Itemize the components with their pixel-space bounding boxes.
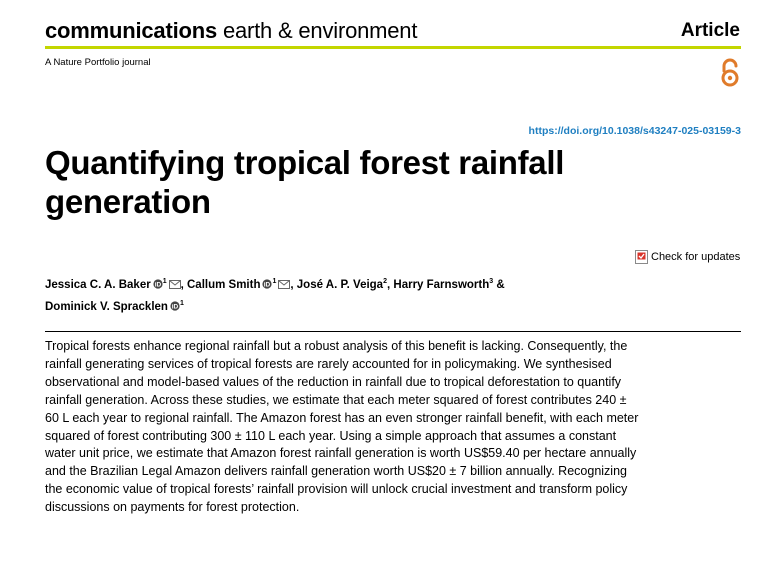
journal-name: [45, 18, 417, 44]
journal-name-bold: communications: [45, 18, 218, 43]
author-affiliation-number: 1: [179, 299, 184, 307]
author-separator: ,: [290, 278, 297, 291]
orcid-icon[interactable]: [170, 300, 180, 317]
author-separator: &: [493, 278, 505, 291]
author-affiliation-number: 2: [383, 278, 387, 285]
author-item: [297, 279, 394, 291]
author-name[interactable]: Callum Smith: [187, 278, 261, 291]
email-icon[interactable]: [169, 278, 181, 295]
svg-text:iD: iD: [171, 303, 179, 311]
author-item: [45, 279, 187, 291]
author-item: [45, 301, 184, 313]
header-rule: [45, 46, 741, 49]
orcid-icon[interactable]: [153, 278, 163, 295]
doi-link[interactable]: https://doi.org/10.1038/s43247-025-03159-3: [528, 125, 741, 137]
article-title: Quantifying tropical forest rainfall generation: [45, 144, 565, 220]
author-name[interactable]: Harry Farnsworth: [393, 278, 490, 291]
journal-tagline: A Nature Portfolio journal: [45, 57, 151, 68]
journal-name-rest: earth & environment: [222, 18, 418, 43]
email-icon[interactable]: [278, 278, 290, 295]
svg-text:iD: iD: [264, 281, 271, 289]
svg-text:iD: iD: [154, 281, 161, 289]
author-name[interactable]: Jessica C. A. Baker: [45, 278, 151, 291]
author-item: [187, 279, 297, 291]
author-name[interactable]: José A. P. Veiga: [296, 278, 384, 291]
author-name[interactable]: Dominick V. Spracklen: [45, 300, 168, 313]
abstract-text: Tropical forests enhance regional rainfall but a robust analysis of this benefit is lacking. Consequently, the rainfall generating services of tropical forests are rarely accounted for in policymaking. We synthesised observational and model-based values of the reduction in rainfall due to tropical deforestation to quantify rainfall generation. Across these studies, we estimate that each meter squared of forest contributes 240 ± 60 L each year to regional rainfall. The Amazon forest has an even stronger rainfall benefit, with each meter squared of forest contributing 300 ± 110 L each year. Using a simple approach that assumes a constant water unit price, we estimate that Amazon forest rainfall generation is worth US$59.40 per hectare annually and the Brazilian Legal Amazon delivers rainfall generation worth US$20 ± 7 billion annually. Recognizing the economic value of tropical forests’ rainfall provision will unlock crucial investment and transform policy discussions on payments for forest protection.: [45, 339, 639, 515]
author-list: [45, 273, 605, 317]
author-item: [393, 279, 504, 291]
orcid-icon[interactable]: [262, 278, 272, 295]
section-rule: [45, 331, 741, 332]
check-for-updates-label: Check for updates: [651, 251, 741, 263]
check-for-updates-icon: [635, 250, 648, 264]
author-affiliation-number: 1: [162, 278, 167, 285]
author-affiliation-number: 1: [272, 278, 277, 285]
author-separator: ,: [387, 278, 394, 291]
author-affiliation-number: 3: [489, 278, 494, 285]
check-for-updates-button[interactable]: [635, 250, 740, 264]
author-separator: ,: [180, 278, 187, 291]
open-access-icon: [718, 58, 742, 88]
article-type-label: Article: [680, 20, 740, 41]
